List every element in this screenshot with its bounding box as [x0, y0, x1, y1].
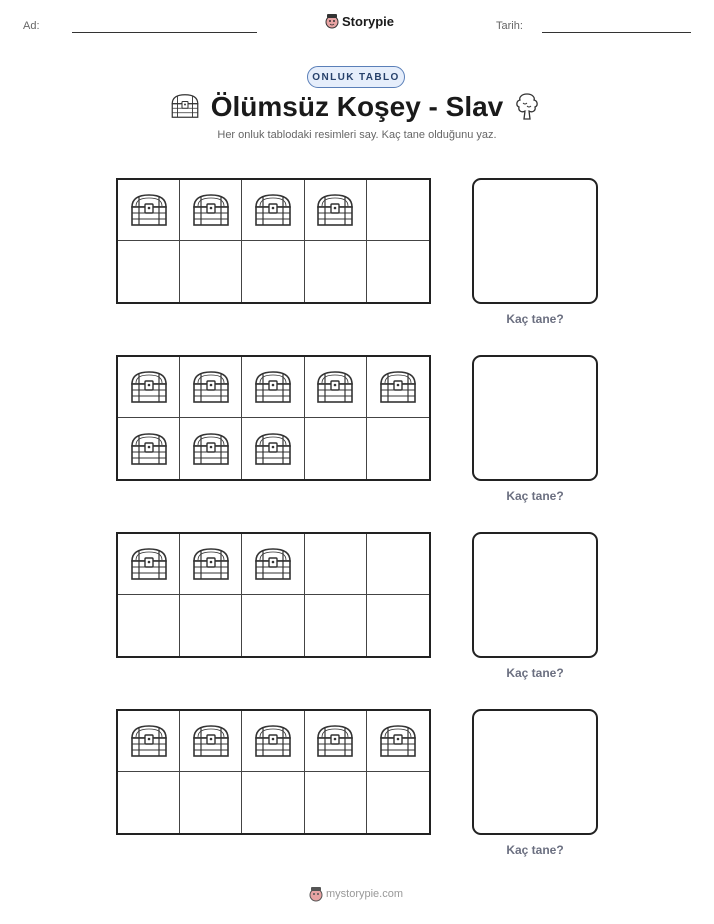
answer-box[interactable]: [472, 355, 598, 481]
treasure-chest-icon: [253, 547, 293, 581]
answer-box[interactable]: [472, 709, 598, 835]
ten-frame-cell: [242, 241, 304, 302]
ten-frame-cell: [180, 534, 242, 595]
treasure-chest-icon: [253, 370, 293, 404]
storypie-mascot-icon: [325, 13, 339, 29]
treasure-chest-icon: [129, 724, 169, 758]
page-title: Ölümsüz Koşey - Slav: [210, 91, 504, 122]
treasure-chest-icon: [191, 432, 231, 466]
ten-frame-cell: [242, 534, 304, 595]
ten-frame-cell: [305, 180, 367, 241]
name-label: Ad:: [23, 20, 40, 32]
ten-frame: [116, 178, 431, 304]
title-row: [0, 88, 714, 126]
treasure-chest-icon: [191, 547, 231, 581]
ten-frame-cell: [242, 418, 304, 479]
ten-frame-cell: [180, 711, 242, 772]
ten-frame-cell: [242, 711, 304, 772]
ten-frame-cell: [180, 357, 242, 418]
ten-frame-cell: [180, 418, 242, 479]
answer-label: Kaç tane?: [506, 666, 564, 680]
ten-frame-cell: [242, 772, 304, 833]
ten-frame-cell: [305, 711, 367, 772]
treasure-chest-icon: [191, 193, 231, 227]
ten-frame-cell: [367, 180, 429, 241]
treasure-chest-icon: [191, 370, 231, 404]
ten-frame-cell: [367, 711, 429, 772]
footer-url: mystorypie.com: [326, 888, 404, 900]
brand-logo: [325, 13, 394, 29]
ten-frame-cell: [305, 772, 367, 833]
treasure-chest-icon: [253, 193, 293, 227]
treasure-chest-icon: [315, 724, 355, 758]
treasure-chest-icon: [129, 370, 169, 404]
date-line[interactable]: [542, 32, 691, 33]
answer-box[interactable]: [472, 532, 598, 658]
ten-frame-cell: [118, 418, 180, 479]
ten-frame-cell: [180, 180, 242, 241]
ten-frame-cell: [305, 418, 367, 479]
answer-box[interactable]: [472, 178, 598, 304]
ten-frame: [116, 709, 431, 835]
ten-frame-cell: [180, 595, 242, 656]
treasure-chest-icon: [253, 432, 293, 466]
ten-frame: [116, 532, 431, 658]
storypie-mascot-icon: [309, 886, 323, 902]
treasure-chest-icon: [129, 193, 169, 227]
treasure-chest-icon: [315, 370, 355, 404]
ten-frame-cell: [367, 595, 429, 656]
ten-frame-cell: [118, 180, 180, 241]
treasure-chest-icon: [315, 193, 355, 227]
ten-frame-cell: [305, 357, 367, 418]
ten-frame-cell: [305, 595, 367, 656]
ten-frame-cell: [118, 595, 180, 656]
ten-frame-cell: [118, 772, 180, 833]
ten-frame-cell: [242, 180, 304, 241]
answer-label: Kaç tane?: [506, 843, 564, 857]
ten-frame-cell: [118, 241, 180, 302]
ten-frame-cell: [367, 418, 429, 479]
footer: [309, 886, 403, 902]
name-line[interactable]: [72, 32, 257, 33]
ten-frame-cell: [305, 241, 367, 302]
brand-name: Storypie: [342, 13, 395, 29]
ten-frame-cell: [367, 241, 429, 302]
treasure-chest-icon: [378, 724, 418, 758]
answer-label: Kaç tane?: [506, 312, 564, 326]
ten-frame-cell: [180, 772, 242, 833]
treasure-chest-icon: [129, 547, 169, 581]
ten-frame-cell: [367, 772, 429, 833]
ten-frame-cell: [367, 534, 429, 595]
treasure-chest-icon: [378, 370, 418, 404]
treasure-chest-icon: [129, 432, 169, 466]
treasure-chest-icon: [253, 724, 293, 758]
ten-frame-cell: [305, 534, 367, 595]
instructions: Her onluk tablodaki resimleri say. Kaç tane olduğunu yaz.: [217, 129, 497, 141]
ten-frame-cell: [367, 357, 429, 418]
ten-frame-cell: [118, 711, 180, 772]
ten-frame-cell: [242, 595, 304, 656]
worksheet-type-badge: ONLUK TABLO: [307, 66, 405, 88]
ten-frame-cell: [118, 534, 180, 595]
ten-frame-cell: [118, 357, 180, 418]
tree-icon: [512, 91, 542, 121]
ten-frame: [116, 355, 431, 481]
answer-label: Kaç tane?: [506, 489, 564, 503]
date-label: Tarih:: [496, 20, 523, 32]
ten-frame-cell: [242, 357, 304, 418]
treasure-chest-icon: [191, 724, 231, 758]
ten-frame-cell: [180, 241, 242, 302]
